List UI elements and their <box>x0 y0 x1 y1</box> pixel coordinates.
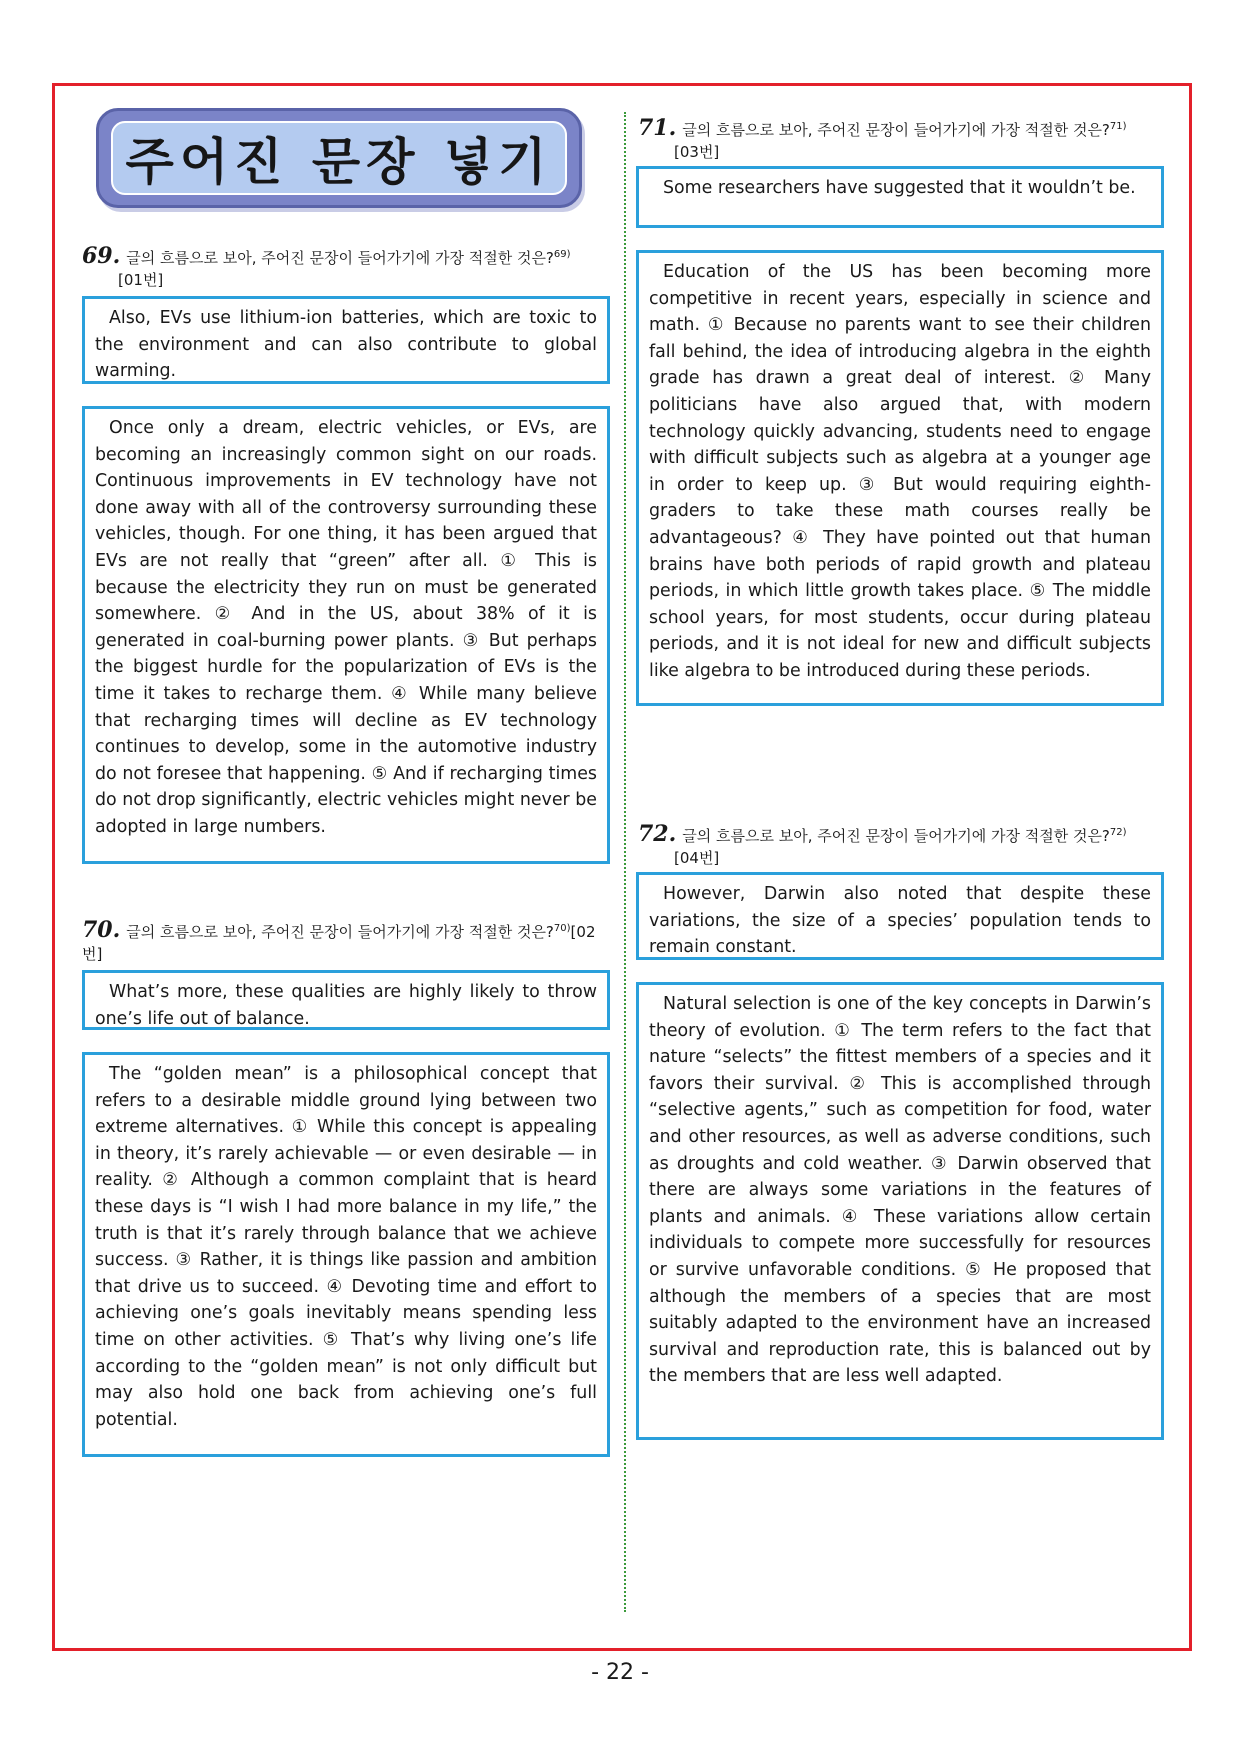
question-71-header <box>638 116 1168 163</box>
question-69-header <box>82 244 612 291</box>
passage-text: Once only a dream, electric vehicles, or EVs, are becoming an increasingly common sight on our roads. Continuous improvements in EV technology have not done away with all of the controversy surrounding these vehicles, though. For one thing, it has been argued that EVs are not really that “green” after all. ① This is because the electricity they run on must be generated somewhere. ② And in the US, about 38% of it is generated in coal-burning power plants. ③ But perhaps the biggest hurdle for the popularization of EVs is the time it takes to recharge them. ④ While many believe that recharging times will decline as EV technology continues to develop, some in the automotive industry do not foresee that happening. ⑤ And if recharging times do not drop significantly, electric vehicles might never be adopted in large numbers. <box>95 418 597 837</box>
passage-box <box>82 1052 610 1457</box>
question-prompt: 글의 흐름으로 보아, 주어진 문장이 들어가기에 가장 적절한 것은? <box>126 249 554 267</box>
footnote-marker: 71) <box>1109 121 1127 132</box>
question-number: 70. <box>82 917 121 943</box>
question-code: [02번] <box>82 923 596 963</box>
given-sentence-box <box>82 296 610 384</box>
given-sentence: Some researchers have suggested that it wouldn’t be. <box>663 178 1136 198</box>
question-number: 69. <box>82 243 121 269</box>
title-banner <box>96 108 582 208</box>
page-number: - 22 - <box>591 1660 649 1685</box>
footnote-marker: 69) <box>553 249 571 260</box>
question-code: [04번] <box>674 849 720 867</box>
given-sentence: However, Darwin also noted that despite these variations, the size of a species’ population tends to remain constant. <box>649 884 1151 958</box>
given-sentence: Also, EVs use lithium-ion batteries, which are toxic to the environment and can also contribute to global warming. <box>95 308 597 382</box>
question-prompt: 글의 흐름으로 보아, 주어진 문장이 들어가기에 가장 적절한 것은? <box>682 121 1110 139</box>
question-72-header <box>638 822 1168 869</box>
given-sentence: What’s more, these qualities are highly likely to throw one’s life out of balance. <box>95 982 597 1029</box>
passage-text: The “golden mean” is a philosophical concept that refers to a desirable middle ground lying between two extreme alternatives. ① While this concept is appealing in theory, it’s rarely achievable — or even desirable — in reality. ② Although a common complaint that is heard these days is “I wish I had more balance in my life,” the truth is that it’s rarely through balance that we achieve success. ③ Rather, it is things like passion and ambition that drive us to succeed. ④ Devoting time and effort to achieving one’s goals inevitably means spending less time on other activities. ⑤ That’s why living one’s life according to the “golden mean” is not only difficult but may also hold one back from achieving one’s full potential. <box>95 1064 597 1430</box>
given-sentence-box <box>636 166 1164 228</box>
question-code: [01번] <box>118 271 164 289</box>
question-70-header <box>82 918 612 965</box>
footnote-marker: 72) <box>1109 827 1127 838</box>
question-code: [03번] <box>674 143 720 161</box>
question-prompt: 글의 흐름으로 보아, 주어진 문장이 들어가기에 가장 적절한 것은? <box>126 923 554 941</box>
passage-box <box>636 250 1164 706</box>
question-number: 72. <box>638 821 677 847</box>
given-sentence-box <box>636 872 1164 960</box>
page-title: 주어진 문장 넣기 <box>125 133 553 191</box>
passage-text: Natural selection is one of the key concepts in Darwin’s theory of evolution. ① The term refers to the fact that nature “selects” the fittest members of a species and it favors their survival. ② This is accomplished through “selective agents,” such as competition for food, water and other resources, as well as adverse conditions, such as droughts and cold weather. ③ Darwin observed that there are always some variations in the features of plants and animals. ④ These variations allow certain individuals to compete more successfully for resources or survive unfavorable conditions. ⑤ He proposed that although the members of a species that are most suitably adapted to the environment have an increased survival and reproduction rate, this is balanced out by the members that are less well adapted. <box>649 994 1151 1387</box>
given-sentence-box <box>82 970 610 1030</box>
column-divider <box>624 112 626 1612</box>
question-number: 71. <box>638 115 677 141</box>
question-prompt: 글의 흐름으로 보아, 주어진 문장이 들어가기에 가장 적절한 것은? <box>682 827 1110 845</box>
passage-text: Education of the US has been becoming more competitive in recent years, especially in science and math. ① Because no parents want to see their children fall behind, the idea of introducing algebra in the eighth grade has drawn a great deal of interest. ② Many politicians have also argued that, with modern technology quickly advancing, students need to engage with difficult subjects such as algebra at a younger age in order to keep up. ③ But would requiring eighth-graders to take these math courses really be advantageous? ④ They have pointed out that human brains have both periods of rapid growth and plateau periods, in which little growth takes place. ⑤ The middle school years, for most students, occur during plateau periods, and it is not ideal for new and difficult subjects like algebra to be introduced during these periods. <box>649 262 1151 681</box>
passage-box <box>82 406 610 864</box>
passage-box <box>636 982 1164 1440</box>
footnote-marker: 70) <box>553 923 571 934</box>
title-banner-inner <box>111 121 567 195</box>
